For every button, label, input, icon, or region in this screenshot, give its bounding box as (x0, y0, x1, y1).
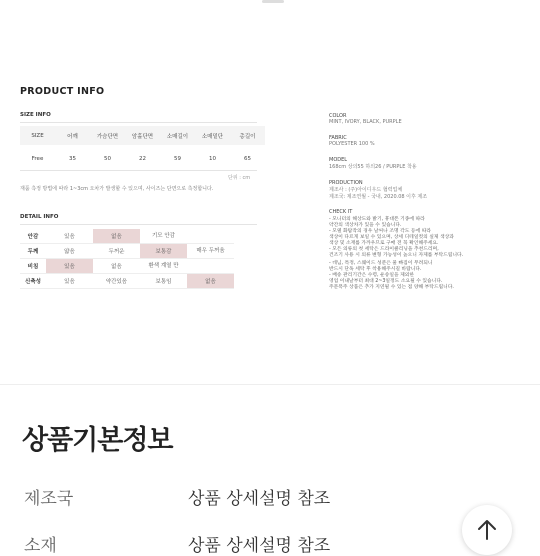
check-it-line: 영업 이내날부터 최대 2~3일정도 소요될 수 있습니다. (329, 279, 443, 284)
size-cell: 22 (139, 156, 146, 162)
detail-row-label: 두께 (20, 244, 46, 259)
basic-info-value-country: 상품 상세설명 참조 (188, 489, 331, 509)
detail-cell (187, 259, 234, 274)
size-table (20, 126, 265, 173)
check-it-line: - 모니터의 해상도와 밝기, 휴대폰 기종에 따라 (329, 217, 425, 222)
detail-row-label: 비침 (20, 259, 46, 274)
detail-row-label: 안감 (20, 229, 46, 244)
size-header-cell: 총길이 (230, 126, 265, 145)
detail-row (20, 259, 234, 274)
check-it-line: 약간의 색상차가 있을 수 있습니다. (329, 223, 402, 228)
top-decoration (262, 0, 284, 3)
size-cell: 35 (69, 156, 76, 162)
detail-cell (187, 229, 234, 244)
basic-info-title: 상품기본정보 (22, 425, 173, 456)
detail-cell: 보통임 (140, 274, 187, 289)
check-it-line: 주문폭주 상품은 추가 지연될 수 있는 점 양해 부탁드립니다. (329, 285, 454, 290)
scroll-to-top-button[interactable] (462, 505, 512, 555)
detail-cell-selected: 없음 (93, 229, 140, 244)
check-it-heading: CHECK IT (329, 209, 353, 215)
size-cell: Free (31, 156, 44, 162)
detail-cell: 얇음 (46, 244, 93, 259)
size-cell: 59 (174, 156, 181, 162)
product-info-title: PRODUCT INFO (20, 86, 105, 97)
section-divider (0, 384, 540, 385)
detail-row (20, 274, 234, 289)
detail-info-rule (20, 224, 257, 225)
size-cell: 50 (104, 156, 111, 162)
detail-cell: 환색 계열 만 (140, 259, 187, 274)
size-cell: 65 (244, 156, 251, 162)
size-header-cell: 소매길이 (160, 126, 195, 145)
basic-info-value-material: 상품 상세설명 참조 (188, 536, 331, 556)
detail-cell: 두꺼운 (93, 244, 140, 259)
check-it-line: 건조기 사용 시 의류 변형 가능성이 높으니 자제를 부탁드립니다. (329, 253, 464, 258)
detail-info-heading: DETAIL INFO (20, 214, 59, 220)
size-table-header (20, 126, 265, 145)
detail-row-label: 신축성 (20, 274, 46, 289)
check-it-line: 반드시 단독 세탁 후 착용해주시길 바랍니다. (329, 267, 422, 272)
size-header-cell: SIZE (20, 126, 55, 145)
size-header-cell: 암홀단면 (125, 126, 160, 145)
detail-cell: 있음 (46, 274, 93, 289)
model-value: 168cm 상의55 하의26 / PURPLE 착용 (329, 164, 417, 170)
production-line: 제조국: 제조연월 - 국내, 2020.08 이후 제조 (329, 194, 428, 200)
basic-info-label-material: 소재 (24, 536, 57, 556)
size-info-heading: SIZE INFO (20, 112, 51, 118)
detail-cell-selected: 있음 (46, 259, 93, 274)
size-header-cell: 어깨 (55, 126, 90, 145)
check-it-line: - 배송 관리기간은 수령, 운송일을 제외한 (329, 273, 415, 278)
detail-cell: 기모 안감 (140, 229, 187, 244)
size-header-cell: 가슴단면 (90, 126, 125, 145)
check-it-line: - 모든 의류의 첫 세탁은 드라이클리닝을 추천드리며, (329, 247, 439, 252)
detail-cell: 없음 (93, 259, 140, 274)
fabric-heading: FABRIC (329, 135, 347, 141)
detail-cell-selected: 없음 (187, 274, 234, 289)
size-cell: 10 (209, 156, 216, 162)
check-it-line: 색상이 다르게 보일 수 있으며, 상세 디테일컷의 실제 색상과 (329, 235, 454, 240)
size-note: 재품 측정 방법에 따라 1~3cm 오차가 발생할 수 있으며, 사이즈는 단면으로 측정합니다. (20, 186, 214, 192)
basic-info-label-country: 제조국 (24, 489, 74, 509)
size-info-rule (20, 122, 257, 123)
size-table-rule (20, 170, 257, 171)
size-table-row (20, 145, 265, 173)
production-line: 제조사 : (주)아이디우드 협력업체 (329, 187, 403, 193)
detail-row (20, 229, 234, 244)
detail-cell: 있음 (46, 229, 93, 244)
size-unit: 단위 : cm (228, 175, 251, 181)
check-it-line: - 데님, 특정, 스웨이드 성분은 물 빠짐이 무려되니 (329, 261, 433, 266)
detail-cell-selected: 보통감 (140, 244, 187, 259)
fabric-value: POLYESTER 100 % (329, 141, 375, 147)
check-it-line: - 모델 화탐작의 경우 날씨나 조명 각도 등에 따라 (329, 229, 431, 234)
model-heading: MODEL (329, 157, 348, 163)
arrow-up-icon (476, 519, 498, 545)
detail-table (20, 229, 234, 289)
color-heading: COLOR (329, 113, 347, 119)
detail-cell: 약간있음 (93, 274, 140, 289)
product-facts (329, 113, 499, 291)
detail-row (20, 244, 234, 259)
size-header-cell: 소매밑단 (195, 126, 230, 145)
production-heading: PRODUCTION (329, 180, 363, 186)
color-value: MINT, IVORY, BLACK, PURPLE (329, 119, 402, 125)
check-it-line: 색상 및 소재를 가까우므로 구매 전 꼭 확인해주세요. (329, 241, 439, 246)
detail-cell: 매우 두꺼움 (187, 244, 234, 259)
